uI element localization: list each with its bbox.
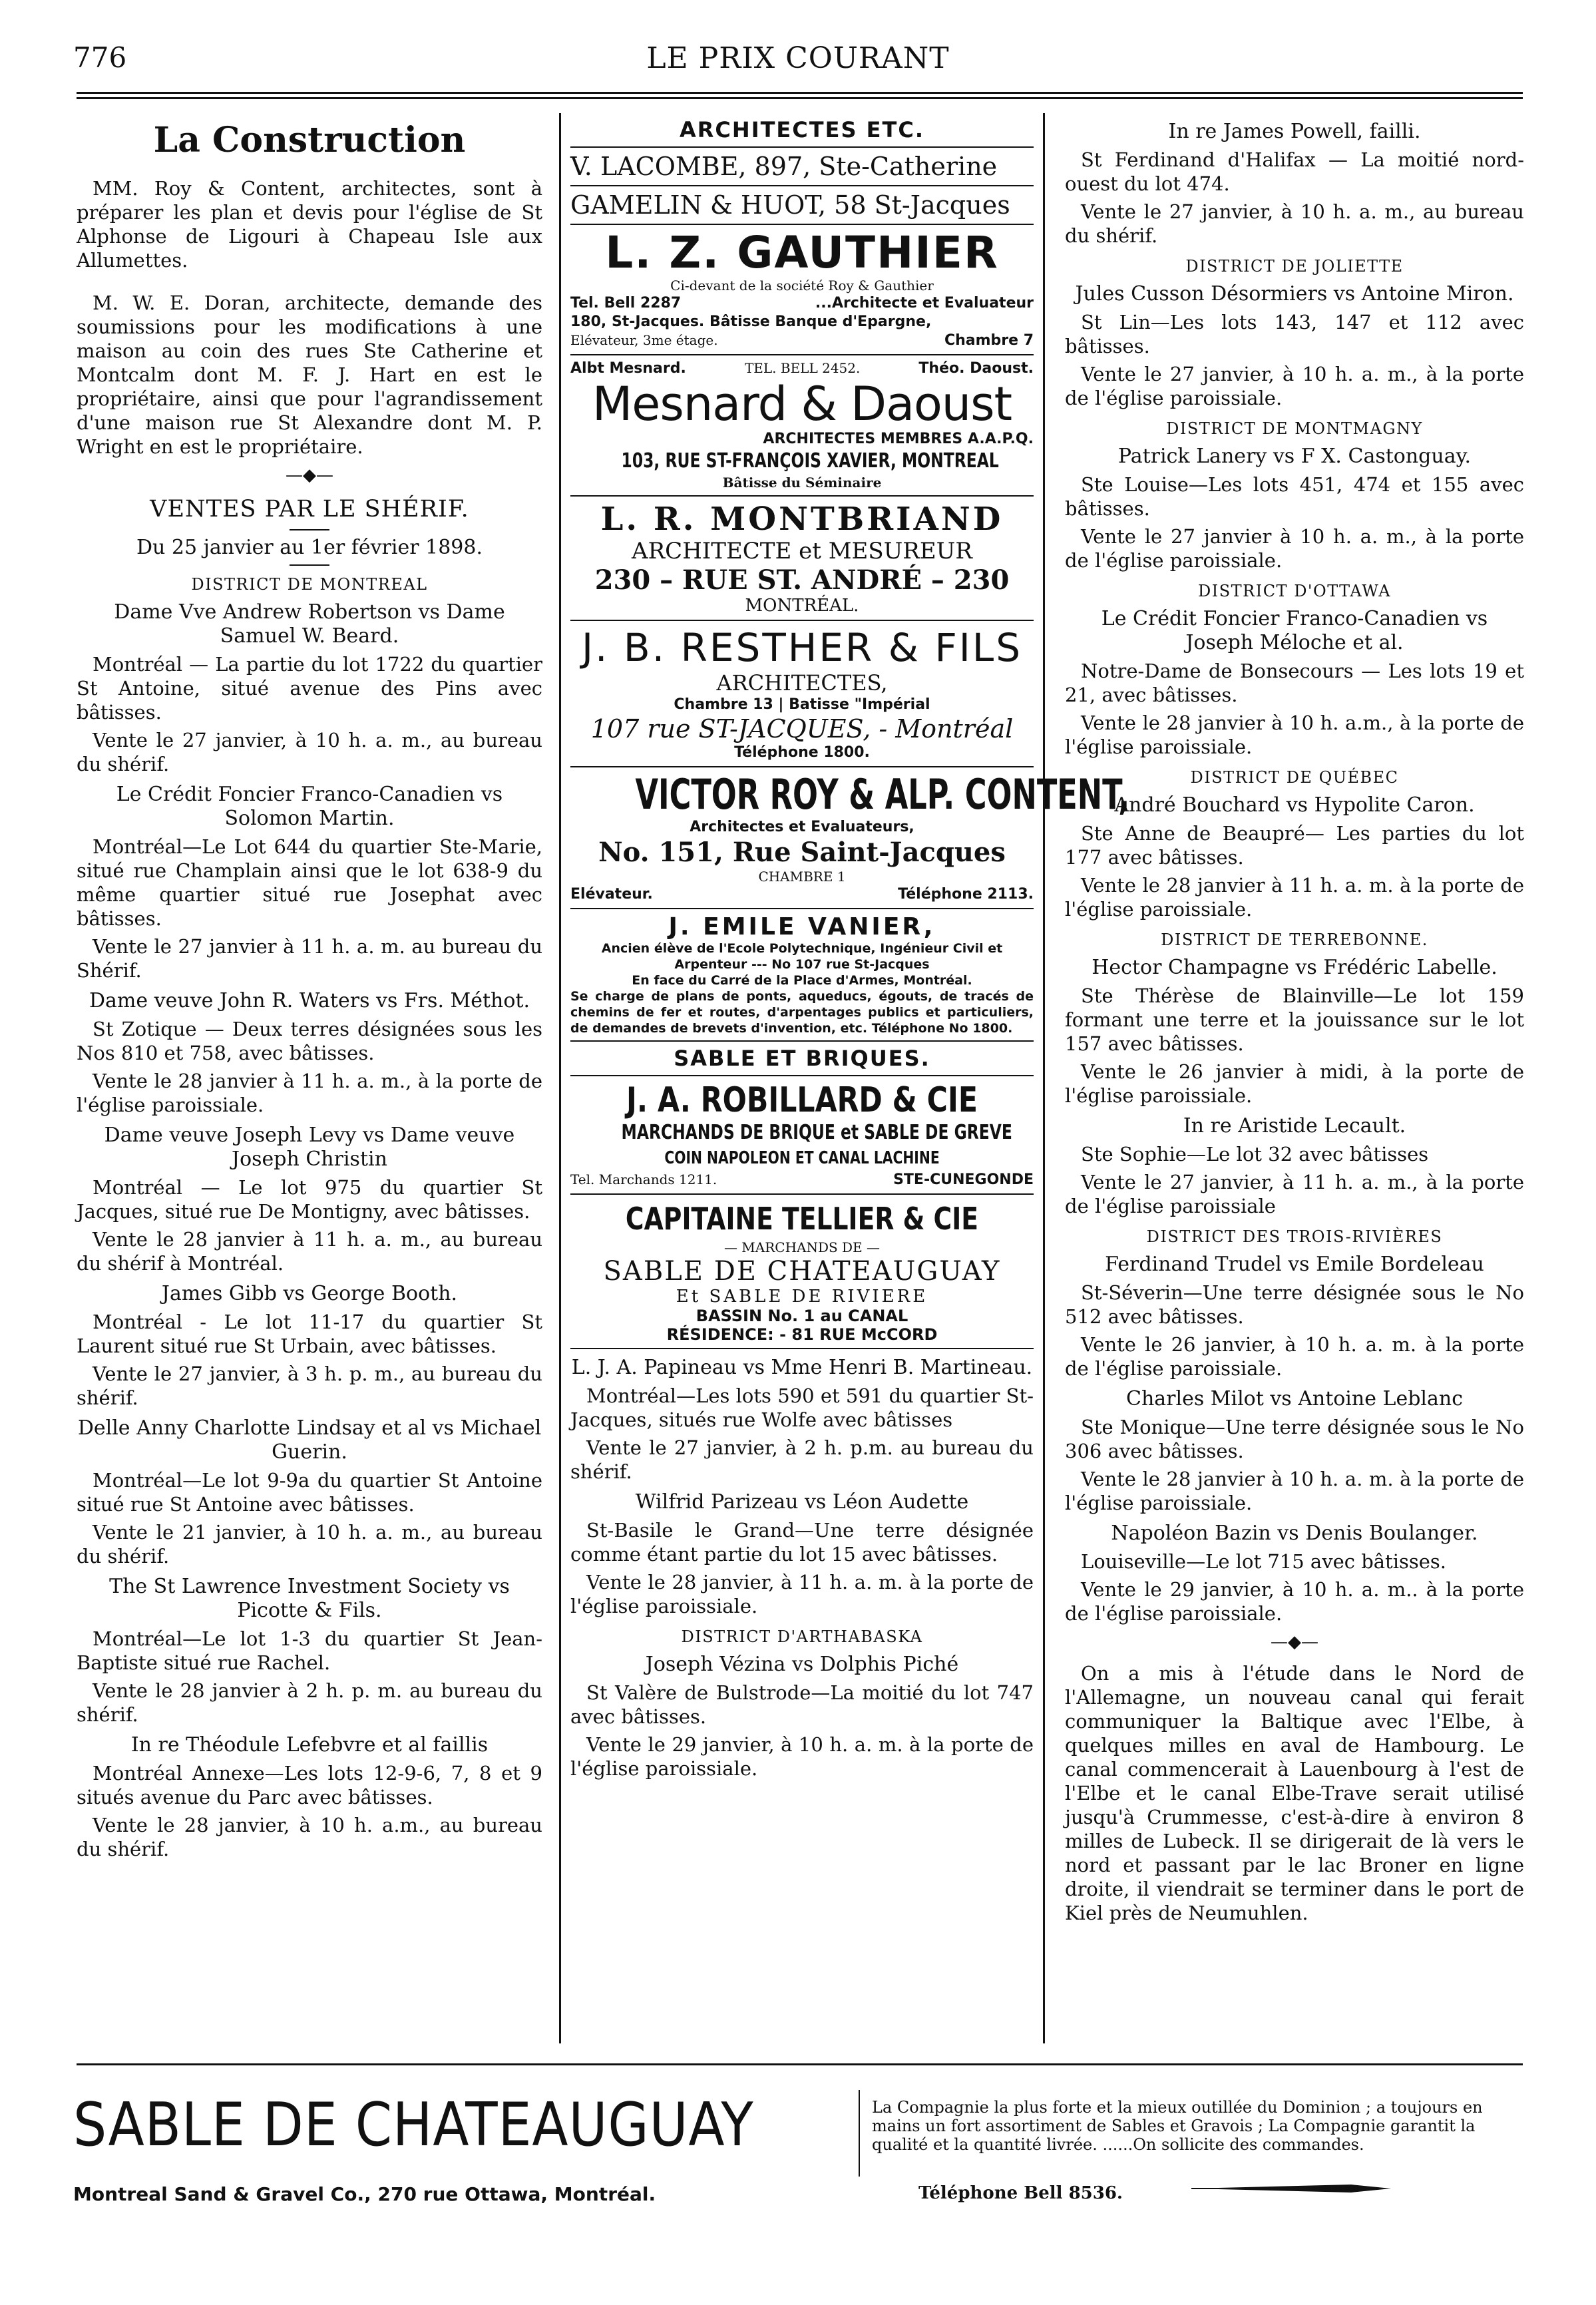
gauthier-tel: Tel. Bell 2287 bbox=[570, 295, 682, 312]
case-list bbox=[77, 600, 542, 1861]
robillard-place: STE-CUNEGONDE bbox=[893, 1171, 1034, 1188]
robillard-name: J. A. ROBILLARD & CIE bbox=[626, 1080, 978, 1120]
case-sale: Vente le 21 janvier, à 10 h. a. m., au bureau du shérif. bbox=[77, 1521, 542, 1568]
gauthier-role: ...Architecte et Evaluateur bbox=[815, 295, 1034, 312]
roy-role: Architectes et Evaluateurs, bbox=[690, 819, 914, 835]
tellier-sub: — MARCHANDS DE — bbox=[723, 1239, 881, 1255]
ad-robillard bbox=[570, 1076, 1034, 1195]
resther-addr: 107 rue ST-JACQUES, - Montréal bbox=[590, 714, 1014, 743]
district-heading: DISTRICT DE MONTREAL bbox=[191, 575, 428, 594]
case-desc: Montréal—Les lots 590 et 591 du quartier St-Jacques, situés rue Wolfe avec bâtisses bbox=[570, 1384, 1034, 1431]
footer-tel: Téléphone Bell 8536. bbox=[918, 2183, 1123, 2203]
divider-ornament: —◆— bbox=[1271, 1632, 1318, 1652]
tellier-bassin: BASSIN No. 1 au CANAL bbox=[696, 1307, 908, 1325]
footer-sable: SABLE DE CHATEAUGUAY bbox=[73, 2090, 754, 2160]
case-title: The St Lawrence Investment Society vs Picotte & Fils. bbox=[109, 1575, 510, 1622]
divider-ornament: —◆— bbox=[286, 465, 333, 485]
case-para: Ste Thérèse de Blainville—Le lot 159 formant une terre et la jouissance sur le lot 157 avec bâtisses. bbox=[1065, 984, 1524, 1055]
construction-title: La Construction bbox=[153, 120, 466, 160]
mesnard-right: Théo. Daoust. bbox=[918, 360, 1034, 377]
district-arthabaska: DISTRICT D'ARTHABASKA bbox=[681, 1627, 923, 1646]
ad-vanier bbox=[570, 909, 1034, 1042]
case-sale: Vente le 27 janvier, à 3 h. p. m., au bureau du shérif. bbox=[77, 1362, 542, 1409]
roy-name: VICTOR ROY & ALP. CONTENT, bbox=[635, 770, 1130, 819]
case-title: Dame veuve Joseph Levy vs Dame veuve Joseph Christin bbox=[104, 1124, 515, 1171]
case-title: Le Crédit Foncier Franco-Canadien vs Solomon Martin. bbox=[116, 783, 503, 830]
divider bbox=[290, 564, 329, 566]
case-para: Vente le 28 janvier à 10 h. a.m., à la porte de l'église paroissiale. bbox=[1065, 712, 1524, 758]
district-heading: DISTRICT DE MONTMAGNY bbox=[1166, 419, 1423, 438]
gauthier-ch: Chambre 7 bbox=[944, 332, 1034, 349]
roy-elev: Elévateur. bbox=[570, 886, 653, 903]
case-para: Ste Monique—Une terre désignée sous le No 306 avec bâtisses. bbox=[1065, 1416, 1524, 1462]
page-header bbox=[73, 41, 1523, 81]
case-title: André Bouchard vs Hypolite Caron. bbox=[1114, 793, 1475, 817]
header-rule-2 bbox=[77, 97, 1523, 99]
case-para: St Ferdinand d'Halifax — La moitié nord-ouest du lot 474. bbox=[1065, 148, 1524, 195]
case-para: Vente le 27 janvier, à 10 h. a. m., à la porte de l'église paroissiale. bbox=[1065, 363, 1524, 409]
case-title: Jules Cusson Désormiers vs Antoine Miron. bbox=[1075, 282, 1514, 306]
sable-header: SABLE ET BRIQUES. bbox=[570, 1042, 1034, 1076]
footer-rule bbox=[77, 2063, 1523, 2065]
case-para: Vente le 28 janvier à 11 h. a. m. à la porte de l'église paroissiale. bbox=[1065, 874, 1524, 921]
architectes-header: ARCHITECTES ETC. bbox=[570, 113, 1034, 148]
case-title: Delle Anny Charlotte Lindsay et al vs Michael Guerin. bbox=[77, 1416, 542, 1464]
case-para: Vente le 26 janvier, à 10 h. a. m. à la porte de l'église paroissiale. bbox=[1065, 1333, 1524, 1380]
district-heading: DISTRICT DE TERREBONNE. bbox=[1161, 931, 1428, 949]
case-title: James Gibb vs George Booth. bbox=[161, 1282, 458, 1305]
vanier-name: J. EMILE VANIER, bbox=[668, 913, 936, 941]
vanier-1: Ancien élève de l'Ecole Polytechnique, Ingénieur Civil et Arpenteur --- No 107 rue St-Jacques bbox=[601, 941, 1003, 972]
case-title: Wilfrid Parizeau vs Léon Audette bbox=[635, 1490, 969, 1514]
vanier-2: En face du Carré de la Place d'Armes, Montréal. bbox=[632, 973, 972, 988]
pointing-hand-icon bbox=[1191, 2175, 1391, 2202]
case-title: Charles Milot vs Antoine Leblanc bbox=[1125, 1387, 1463, 1410]
header-rule bbox=[77, 92, 1523, 94]
case-para: Ste Sophie—Le lot 32 avec bâtisses bbox=[1081, 1143, 1429, 1165]
ad-roy-content bbox=[570, 767, 1130, 909]
column-1 bbox=[77, 113, 542, 2043]
case-title: Le Crédit Foncier Franco-Canadien vs Joseph Méloche et al. bbox=[1101, 607, 1488, 654]
case-title: Dame Vve Andrew Robertson vs Dame Samuel W. Beard. bbox=[114, 600, 505, 648]
ad-mesnard bbox=[570, 355, 1034, 497]
case-title: Dame veuve John R. Waters vs Frs. Méthot. bbox=[89, 989, 530, 1012]
district-heading: DISTRICT D'OTTAWA bbox=[1197, 582, 1392, 600]
vanier-3: Se charge de plans de ponts, aqueducs, égouts, de tracés de chemins de fer et routes, d'arpentages publics et particuliers, de demandes de brevets d'invention, etc. Téléphone No 1800. bbox=[570, 989, 1034, 1036]
district-heading: DISTRICT DES TROIS-RIVIÈRES bbox=[1146, 1227, 1443, 1246]
canal-article: On a mis à l'étude dans le Nord de l'Allemagne, un nouveau canal qui ferait communiquer la Baltique avec l'Elbe, à quelques milles en aval de Hambourg. Le canal commencerait à Lauenbourg à l'est de l'Elbe et le canal Elbe-Trave serait utilisé jusqu'à Crummesse, c'est-à-dire à environ 8 milles de Lubeck. Il se dirigerait de là vers le nord et passant par le lac Broner en ligne droite, il viendrait se terminer dans le port de Kiel près de Neumuhlen. bbox=[1065, 1662, 1524, 1924]
case-sale: Vente le 28 janvier à 11 h. a. m., à la porte de l'église paroissiale. bbox=[77, 1070, 542, 1116]
mesnard-bat: Bâtisse du Séminaire bbox=[722, 475, 882, 491]
ad-lacombe: V. LACOMBE, 897, Ste-Catherine bbox=[570, 148, 1034, 186]
case-para: Vente le 29 janvier, à 10 h. a. m.. à la porte de l'église paroissiale. bbox=[1065, 1578, 1524, 1625]
column-2 bbox=[559, 113, 1130, 2043]
case-sale: Vente le 28 janvier, à 11 h. a. m. à la porte de l'église paroissiale. bbox=[570, 1571, 1034, 1617]
case-sale: Vente le 29 janvier, à 10 h. a. m. à la porte de l'église paroissiale. bbox=[570, 1733, 1034, 1780]
montbriand-city: MONTRÉAL. bbox=[745, 596, 859, 616]
case-para: St Lin—Les lots 143, 147 et 112 avec bâtisses. bbox=[1065, 311, 1524, 357]
ad-gauthier bbox=[570, 225, 1034, 355]
footer-company: Montreal Sand & Gravel Co., 270 rue Ottawa, Montréal. bbox=[73, 2183, 656, 2205]
district-heading: DISTRICT DE QUÉBEC bbox=[1190, 768, 1399, 787]
robillard-role: MARCHANDS DE BRIQUE et SABLE DE GREVE bbox=[621, 1121, 1012, 1144]
mesnard-name: Mesnard & Daoust bbox=[592, 377, 1012, 431]
gauthier-sub: Ci-devant de la société Roy & Gauthier bbox=[670, 278, 934, 294]
case-para: Louiseville—Le lot 715 avec bâtisses. bbox=[1081, 1550, 1447, 1573]
mesnard-role: ARCHITECTES MEMBRES A.A.P.Q. bbox=[763, 431, 1034, 447]
case-list-3 bbox=[1065, 120, 1524, 1625]
case-sale: Vente le 27 janvier, à 10 h. a. m., au bureau du shérif. bbox=[77, 729, 542, 775]
robillard-addr: COIN NAPOLEON ET CANAL LACHINE bbox=[664, 1148, 940, 1168]
case-title: Ferdinand Trudel vs Emile Bordeleau bbox=[1105, 1253, 1484, 1276]
montbriand-name: L. R. MONTBRIAND bbox=[600, 501, 1004, 538]
tellier-name: CAPITAINE TELLIER & CIE bbox=[625, 1201, 979, 1237]
case-title: In re James Powell, failli. bbox=[1168, 120, 1421, 143]
case-desc: Montréal—Le lot 1-3 du quartier St Jean-Baptiste situé rue Rachel. bbox=[77, 1627, 542, 1674]
case-para: Ste Louise—Les lots 451, 474 et 155 avec bâtisses. bbox=[1065, 473, 1524, 520]
gauthier-elev: Elévateur, 3me étage. bbox=[570, 332, 718, 348]
case-desc: Montréal — Le lot 975 du quartier St Jacques, situé rue De Montigny, avec bâtisses. bbox=[77, 1176, 542, 1223]
ad-montbriand bbox=[570, 497, 1034, 621]
case-sale: Vente le 27 janvier, à 2 h. p.m. au bureau du shérif. bbox=[570, 1436, 1034, 1483]
case-para: Vente le 27 janvier, à 10 h. a. m., au bureau du shérif. bbox=[1065, 200, 1524, 247]
case-para: Vente le 27 janvier, à 11 h. a. m., à la porte de l'église paroissiale bbox=[1065, 1171, 1524, 1217]
case-list-2 bbox=[570, 1356, 1034, 1618]
case-sale: Vente le 28 janvier, à 10 h. a.m., au bureau du shérif. bbox=[77, 1814, 542, 1860]
footer-ad bbox=[73, 2090, 1523, 2243]
case-desc: Montréal — La partie du lot 1722 du quartier St Antoine, situé avenue des Pins avec bâtisses. bbox=[77, 653, 542, 724]
divider bbox=[290, 529, 329, 530]
case-desc: Montréal—Le lot 9-9a du quartier St Antoine situé rue St Antoine avec bâtisses. bbox=[77, 1469, 542, 1516]
page-number: 776 bbox=[73, 41, 127, 74]
roy-ch: CHAMBRE 1 bbox=[758, 869, 846, 885]
ad-gamelin: GAMELIN & HUOT, 58 St-Jacques bbox=[570, 186, 1034, 225]
column-3 bbox=[1065, 113, 1524, 2043]
case-para: Vente le 28 janvier à 10 h. a. m. à la porte de l'église paroissiale. bbox=[1065, 1468, 1524, 1514]
case-title: In re Théodule Lefebvre et al faillis bbox=[130, 1733, 489, 1757]
ad-tellier bbox=[570, 1195, 1034, 1349]
resther-tel: Téléphone 1800. bbox=[734, 744, 870, 761]
case-sale: Vente le 27 janvier à 11 h. a. m. au bureau du Shérif. bbox=[77, 935, 542, 982]
ad-resther bbox=[570, 621, 1034, 767]
ventes-date: Du 25 janvier au 1er février 1898. bbox=[136, 536, 483, 559]
case-desc: St-Basile le Grand—Une terre désignée comme étant partie du lot 15 avec bâtisses. bbox=[570, 1519, 1034, 1566]
case-desc: Montréal Annexe—Les lots 12-9-6, 7, 8 et 9 situés avenue du Parc avec bâtisses. bbox=[77, 1762, 542, 1808]
gauthier-addr: 180, St-Jacques. Bâtisse Banque d'Epargne, bbox=[570, 314, 932, 330]
ventes-title: VENTES PAR LE SHÉRIF. bbox=[150, 496, 469, 523]
resther-role: ARCHITECTES, bbox=[716, 670, 888, 696]
case-title: Patrick Lanery vs F X. Castonguay. bbox=[1117, 445, 1472, 468]
resther-ch: Chambre 13 | Batisse "Impérial bbox=[674, 696, 930, 713]
footer-blurb: La Compagnie la plus forte et la mieux outillée du Dominion ; a toujours en mains un fort assortiment de Sables et Gravois ; La Compagnie garantit la qualité et la quantité livrée. ......On sollicite des commandes. bbox=[872, 2098, 1483, 2154]
construction-para-1: MM. Roy & Content, architectes, sont à préparer les plan et devis pour l'église de St Alphonse de Ligouri à Chapeau Isle aux Allumettes. bbox=[77, 177, 542, 272]
case-para: Ste Anne de Beaupré— Les parties du lot 177 avec bâtisses. bbox=[1065, 822, 1524, 869]
footer-divider bbox=[859, 2090, 860, 2177]
case-title: L. J. A. Papineau vs Mme Henri B. Martineau. bbox=[571, 1356, 1033, 1379]
tellier-riv: Et SABLE DE RIVIERE bbox=[676, 1287, 928, 1307]
resther-name: J. B. RESTHER & FILS bbox=[581, 625, 1023, 670]
case-para: St-Séverin—Une terre désignée sous le No 512 avec bâtisses. bbox=[1065, 1281, 1524, 1328]
case-desc: St Zotique — Deux terres désignées sous les Nos 810 et 758, avec bâtisses. bbox=[77, 1018, 542, 1064]
construction-para-2: M. W. E. Doran, architecte, demande des soumissions pour les modifications à une maison au coin des rues Ste Catherine et Montcalm dont M. F. J. Hart en est le propriétaire, ainsi que pour l'agrandissement d'une maison rue St Alexandre dont M. P. Wright en est le propriétaire. bbox=[77, 292, 542, 458]
district-heading: DISTRICT DE JOLIETTE bbox=[1185, 257, 1404, 276]
case-title: Hector Champagne vs Frédéric Labelle. bbox=[1092, 956, 1497, 979]
roy-addr: No. 151, Rue Saint-Jacques bbox=[598, 837, 1006, 868]
tellier-sable: SABLE DE CHATEAUGUAY bbox=[603, 1256, 1001, 1287]
case-desc: Montréal—Le Lot 644 du quartier Ste-Marie, situé rue Champlain ainsi que le lot 638-9 du même quartier situé rue Josephat avec bâtisses. bbox=[77, 835, 542, 930]
case-para: Vente le 26 janvier à midi, à la porte de l'église paroissiale. bbox=[1065, 1060, 1524, 1107]
mesnard-addr: 103, RUE ST-FRANÇOIS XAVIER, MONTREAL bbox=[621, 449, 999, 473]
roy-tel: Téléphone 2113. bbox=[898, 886, 1034, 903]
gauthier-name: L. Z. GAUTHIER bbox=[605, 227, 999, 278]
mesnard-tel: TEL. BELL 2452. bbox=[744, 360, 861, 376]
case-sale: Vente le 28 janvier à 11 h. a. m., au bureau du shérif à Montréal. bbox=[77, 1228, 542, 1275]
case-desc: St Valère de Bulstrode—La moitié du lot 747 avec bâtisses. bbox=[570, 1681, 1034, 1728]
case-desc: Montréal - Le lot 11-17 du quartier St Laurent situé rue St Urbain, avec bâtisses. bbox=[77, 1311, 542, 1357]
case-para: Notre-Dame de Bonsecours — Les lots 19 et 21, avec bâtisses. bbox=[1065, 660, 1524, 706]
case-para: Vente le 27 janvier à 10 h. a. m., à la porte de l'église paroissiale. bbox=[1065, 525, 1524, 572]
mesnard-left: Albt Mesnard. bbox=[570, 360, 686, 377]
case-title: In re Aristide Lecault. bbox=[1183, 1114, 1406, 1138]
tellier-res: RÉSIDENCE: - 81 RUE McCORD bbox=[666, 1325, 938, 1344]
case-sale: Vente le 28 janvier à 2 h. p. m. au bureau du shérif. bbox=[77, 1679, 542, 1726]
montbriand-addr: 230 – RUE ST. ANDRÉ – 230 bbox=[594, 564, 1010, 596]
case-title: Napoléon Bazin vs Denis Boulanger. bbox=[1111, 1522, 1478, 1545]
robillard-tel: Tel. Marchands 1211. bbox=[570, 1171, 717, 1187]
case-title: Joseph Vézina vs Dolphis Piché bbox=[645, 1653, 959, 1676]
montbriand-role: ARCHITECTE et MESUREUR bbox=[632, 538, 972, 564]
publication-title: LE PRIX COURANT bbox=[646, 41, 950, 75]
